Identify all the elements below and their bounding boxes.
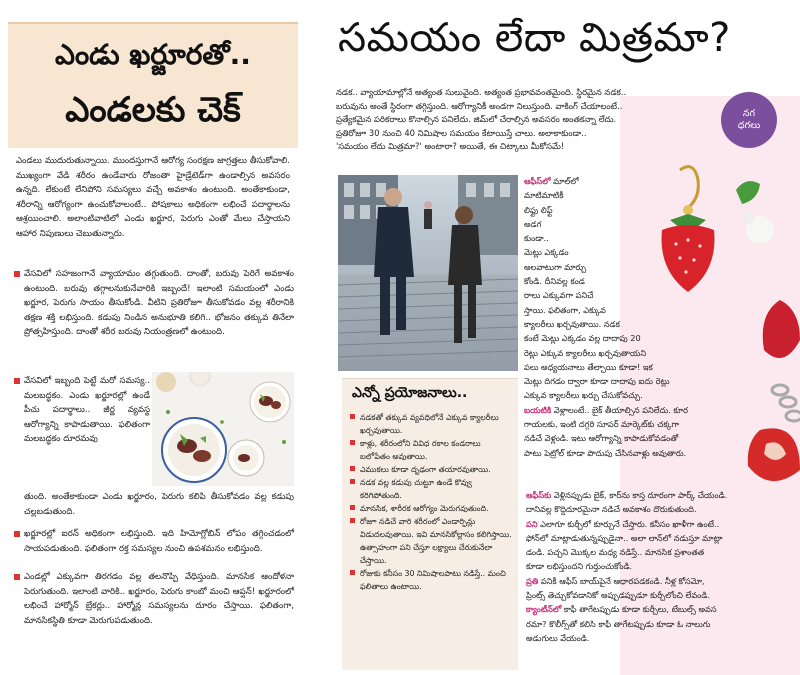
tip-line xyxy=(526,631,796,645)
tip-line xyxy=(524,188,794,202)
tip-text: పలు అధ్యయనాలు తేల్చాయి కూడా! ఇక xyxy=(524,361,653,372)
bullet-marker xyxy=(14,271,20,277)
naga-dhagalu-badge xyxy=(721,92,777,148)
people-climbing-stairs-photo xyxy=(338,175,518,371)
tip-text: క్యాలరీలు ఖర్చవుతాయి. నడక xyxy=(524,318,620,329)
tip-text: నడిచే వెళ్లండి. ఇటు ఆరోగ్యాన్ని కాపాడుకోవడంతో xyxy=(524,433,679,444)
left-article xyxy=(0,0,300,675)
tip-line xyxy=(526,617,796,631)
left-bullet-1-text: వేసవిలో సహజంగానే వ్యాయామం తగ్గుతుంది. దాంతో, బరువు పెరిగే అవకాశం ఉంటుంది. బరువు తగ్గాలనుకునేవారికి ఇబ్బందే! ఇలాంటి సమయంలో ఎండు ఖర్జూర, పెరుగు సాయం తీసుకోండి. వీటిని ప్రతిరోజూ తీసుకోవడం వల్ల శరీరానికి తక్షణ శక్తి లభిస్తుంది. కడుపు నిండిన అనుభూతి కలిగి.. భోజనం తక్కువ తినేలా ప్రోత్సహిస్తుంది. దాంతో శరీర బరువు నియంత్రణలో ఉంటుంది. xyxy=(24,269,294,338)
tip-line xyxy=(526,531,796,545)
tip-line xyxy=(524,374,794,388)
benefit-text: మానసిక, శారీరక ఆరోగ్యం మెరుగవుతుంది. xyxy=(360,504,489,513)
tip-line xyxy=(524,260,794,274)
tip-text: మాటిమాటికీ xyxy=(524,190,564,201)
dates-yogurt-bowls-photo xyxy=(152,372,294,486)
tip-text: పాటు పెట్రోల్ కూడా పొదుపు చేసినవాళ్లు అవుతారు. xyxy=(524,447,687,458)
tip-line xyxy=(524,274,794,288)
tip-text: కాఫీ తాగేటప్పుడు కూడా కుర్చీలు, టేబుల్స్ అవస xyxy=(561,604,717,615)
benefit-item xyxy=(350,567,512,593)
tip-line xyxy=(526,488,796,502)
tip-text: మెట్లు దిగడం ద్వారా కూడా దాదాపు ఐదు రెట్లు xyxy=(524,376,670,387)
badge-line-1: నగ xyxy=(742,108,756,119)
benefit-text: రోజూ నడిచే వారి శరీరంలో ఎండార్ఫిన్లు విడుదలవుతాయి. ఇవి మానసికోల్లాసం కలిగిస్తాయి. ఉత్సాహంగా పని చేస్తూ లక్ష్యాలు చేరుకునేలా చేస్తాయి. xyxy=(360,517,512,565)
tip-text: అలవాటుగా మార్చు xyxy=(524,261,587,272)
left-intro-paragraph: ఎండలు ముదురుతున్నాయి. ముందస్తుగానే ఆరోగ్య సంరక్షణ జాగ్రత్తలు తీసుకోవాలి. ముఖ్యంగా వేడి శరీరం ఉండేవారు రోజంతా హైడ్రేటెడ్‌గా ఉండాల్సిన అవసరం ఉన్నది. లేకుంటే లేనిపోని సమస్యలు వచ్చే అవకాశం ఉంటుంది. అంతేకాకుండా, శరీరాన్ని ఆరోగ్యంగా ఉంచుకోవాలంటే.. పోషకాలు అధికంగా లభించే పదార్థాలను ఆశ్రయించాలి. అలాంటివాటిలో ఎండు ఖర్జూర, పెరుగు ఎంతో మేలు చేస్తాయని ఆహార నిపుణులు చెబుతున్నారు. xyxy=(16,156,290,239)
tip-line xyxy=(526,574,796,588)
tip-line xyxy=(526,602,796,616)
tip-line xyxy=(524,303,794,317)
tip-text: ఎక్కువ క్యాలరీలు ఖర్చు చేసుకోవచ్చు. xyxy=(524,390,643,401)
left-bullet-2-text: వేసవిలో ఇబ్బంది పెట్టే మరో సమస్య.. మలబద్ధకం. ఎండు ఖర్జూరల్లో ఉండే పీచు పదార్థాలు.. జీర్ణ వ్యవస్థ ఆరోగ్యాన్ని కాపాడుతాయి. ఫలితంగా మలబద్ధకం దూరమవు xyxy=(24,376,150,445)
tip-keyword: ప్రతి xyxy=(526,575,539,586)
tip-line xyxy=(524,288,794,302)
benefits-box xyxy=(342,378,518,670)
tip-text: మాల్‌లో xyxy=(550,176,579,186)
walking-intro xyxy=(336,86,732,154)
tip-line xyxy=(526,517,796,531)
bullet-marker xyxy=(350,466,355,471)
bullet-marker xyxy=(14,531,20,537)
tip-line xyxy=(526,502,796,516)
tip-text: కూడా లభిస్తుందని గుర్తుంచుకోండి. xyxy=(526,561,633,572)
left-bullet-3-text: ఖర్జూరల్లో ఐరన్ అధికంగా లభిస్తుంది. ఇది హిమోగ్లోబిన్ లోపం తగ్గించడంలో సాయపడుతుంది. ఫలితంగా రక్త సమస్యల నుంచి ఉపశమనం లభిస్తుంది. xyxy=(24,529,294,554)
tip-text: కంటే మెట్లు ఎక్కడం వల్ల దాదాపు 20 xyxy=(524,333,641,344)
intro-line: బరువును అంతే స్థిరంగా తగ్గిస్తుంది. ఆరోగ్యానికీ అండగా నిలుస్తుంది. వాకింగ్ చేయాలంటే.. xyxy=(336,100,623,111)
tip-line xyxy=(524,446,794,460)
tip-text: రాలు ఎక్కువగా పనిచే xyxy=(524,290,594,301)
tip-text: ఫోన్‌లో మాట్లాడుతున్నప్పుడైనా.. అలా లాన్‌లో నడుస్తూ మాట్లా xyxy=(526,532,723,543)
tip-text: రెట్లు ఎక్కువ క్యాలరీలు ఖర్చవుతాయని xyxy=(524,347,647,358)
left-headline-line-1: ఎండు ఖర్జూరతో.. xyxy=(55,38,251,71)
tip-line xyxy=(524,174,794,188)
tip-line xyxy=(526,559,796,573)
badge-line-2: ధగలు xyxy=(737,120,761,131)
tip-text: ప్రింట్స్ తెచ్చుకోవడానికో అప్పుడప్పుడూ కుర్చీలోంచి లేవండి. xyxy=(526,590,710,601)
tip-keyword: బయటికి xyxy=(524,404,552,415)
left-headline-line-2: ఎండలకు చెక్ xyxy=(65,90,241,130)
intro-line: నడక.. వ్యాయామాల్లోనే అత్యంత సులువైంది. అత్యంత ప్రభావవంతమైంది. స్థిరమైన నడక.. xyxy=(336,87,627,97)
tip-text: కుండా.. xyxy=(524,233,549,244)
tip-line xyxy=(524,217,794,231)
intro-line: 'సమయం లేదు మిత్రమా?' అంటారా? అయితే, ఈ చిట్కాలు మీకోసమే! xyxy=(336,141,565,152)
left-bullet-4-text: ఎండల్లో ఎక్కువగా తిరగడం వల్ల తలనొప్పి వేధిస్తుంది. మానసిక ఆందోళనా పెరుగుతుంది. ఇలాంటి వారికి.. ఖర్జూరం, పెరుగు కాంబో మంచి ఆప్షన్! ఖర్జూరంలో లభించే హార్మోన్ బ్రేకర్లు.. హార్మోన్ల సమస్యలను దూరం చేస్తాయి. ఫలితంగా, మానసికస్థితి కూడా మెరుగుపడుతుంది. xyxy=(24,572,294,626)
tip-line xyxy=(524,331,794,345)
benefit-text: కాళ్లు, శరీరంలోని వివిధ రకాల కండరాలు బలోపేతం అవుతాయి. xyxy=(360,439,481,461)
bullet-marker xyxy=(350,414,355,419)
left-headline-panel xyxy=(8,22,298,148)
benefit-item xyxy=(350,515,512,567)
tip-line xyxy=(526,545,796,559)
benefit-text: రోజుకు కనీసం 30 నిమిషాలపాటు నడిస్తే.. మంచి ఫలితాలు ఉంటాయి. xyxy=(360,569,506,591)
right-article xyxy=(300,0,800,675)
intro-line: ప్రత్యేకమైన పరికరాలు కొనాల్సిన పనిలేదు. జిమ్‌లో చేరాల్సిన అవసరం అంతకన్నా లేదు. xyxy=(336,114,617,125)
benefit-text: నడకతో తక్కువ వ్యవధిలోనే ఎక్కువ క్యాలరీలు ఖర్చవుతాయి. xyxy=(360,413,499,435)
left-bullet-2-continued xyxy=(14,490,294,519)
bullet-marker xyxy=(14,574,20,580)
tip-text: మెట్లు ఎక్కడం xyxy=(524,247,569,258)
tip-text: రమా? కొలీగ్స్‌తో కలిసి కాఫీ తాగేటప్పుడు కూడా ఓ నాలుగు xyxy=(526,618,711,629)
tip-line xyxy=(524,388,794,402)
tip-text: వెళ్లాలంటే.. బైక్ తీయాల్సిన పనిలేదు. కూర xyxy=(551,404,688,415)
benefit-item xyxy=(350,411,512,437)
tip-line xyxy=(524,403,794,417)
benefit-text: ఎముకలు కూడా దృఢంగా తయారవుతాయి. xyxy=(360,465,491,474)
tip-text: అడగ xyxy=(524,218,542,229)
bullet-marker xyxy=(350,518,355,523)
tip-line xyxy=(524,346,794,360)
tip-line xyxy=(524,417,794,431)
benefit-text: నడక వల్ల కడుపు చుట్టూ ఉండే కొవ్వు కరిగిపోతుంది. xyxy=(360,478,472,500)
left-bullet-2-cont-text: తుంది. అంతేకాకుండా ఎండు ఖర్జూరం, పెరుగు కలిపి తీసుకోవడం వల్ల కడుపు చల్లబడుతుంది. xyxy=(24,492,294,517)
tip-text: కోండి. దీనివల్ల కండ xyxy=(524,276,585,287)
tip-line xyxy=(524,231,794,245)
tip-keyword: క్యాంటీన్‌లో xyxy=(526,604,562,615)
benefits-list xyxy=(350,411,512,593)
benefit-item xyxy=(350,502,512,515)
tips-column-upper xyxy=(524,174,794,460)
left-bullet-1 xyxy=(14,267,294,340)
bullet-marker xyxy=(14,378,20,384)
left-bullet-3 xyxy=(14,527,294,556)
tip-keyword: పని xyxy=(526,518,538,529)
tip-text: దానివల్ల కొద్దిదూరమైనా నడిచే అవకాశం దొరుకుతుంది. xyxy=(526,504,697,515)
tip-line xyxy=(524,203,794,217)
main-title: సమయం లేదా మిత్రమా? xyxy=(338,15,731,61)
bullet-marker xyxy=(350,505,355,510)
tip-line xyxy=(524,245,794,259)
tip-line xyxy=(524,317,794,331)
tip-text: గాయలకు, ఇంటి దగ్గరి సూపర్ మార్కెట్‌కు చక్కగా xyxy=(524,419,680,430)
bullet-marker xyxy=(350,570,355,575)
tip-line xyxy=(526,588,796,602)
intro-line: ప్రతిరోజూ 30 నుంచి 40 నిమిషాల సమయం కేటాయిస్తే చాలు. అలాకాకుండా.. xyxy=(336,127,587,138)
benefit-item xyxy=(350,463,512,476)
bullet-marker xyxy=(350,440,355,445)
benefits-title: ఎన్నో ప్రయోజనాలు.. xyxy=(352,385,468,401)
tip-text: వెళ్లినప్పుడు బైక్, కార్‌ను కాస్త దూరంగా పార్క్ చేయండి. xyxy=(551,490,728,500)
left-bullet-4 xyxy=(14,570,294,628)
benefit-item xyxy=(350,437,512,463)
bullet-marker xyxy=(350,479,355,484)
benefit-item xyxy=(350,476,512,502)
tip-line xyxy=(524,360,794,374)
tip-keyword: ఆఫీస్‌లో xyxy=(524,176,551,186)
tip-text: లిఫ్టు లిఫ్ట్ xyxy=(524,204,553,215)
tip-text: ఎలాగూ కుర్చీలో కూర్చునే చేస్తారు. కనీసం ఖాళీగా ఉంటే.. xyxy=(537,518,720,529)
tip-text: అడుగులు వేయండి. xyxy=(526,632,590,643)
tip-text: డండి. పచ్చని మొక్కల మధ్య నడిస్తే.. మానసిక ప్రశాంతత xyxy=(526,547,705,558)
tip-text: పనికీ ఆఫీస్ బాయ్‌పైనే ఆధారపడకండి. నీళ్ల కోసమో, xyxy=(538,575,705,586)
tip-keyword: ఆఫీస్‌కు xyxy=(526,490,552,500)
left-bullet-2 xyxy=(14,374,150,447)
tip-text: స్తాయి. ఫలితంగా, ఎక్కువ xyxy=(524,304,606,315)
tips-column-lower xyxy=(526,488,796,645)
tip-line xyxy=(524,431,794,445)
